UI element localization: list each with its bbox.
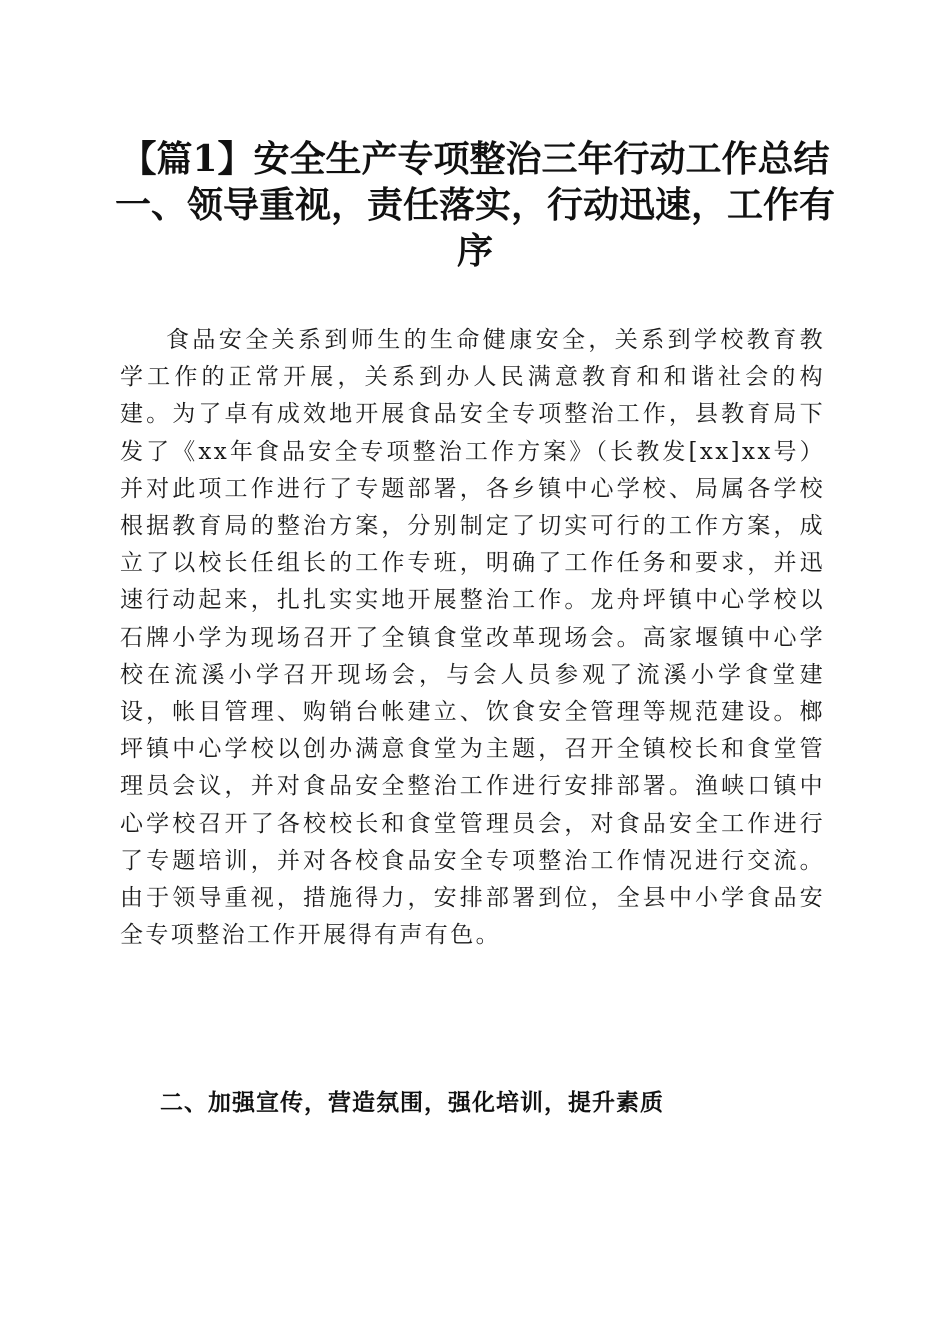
body-paragraph-1: 食品安全关系到师生的生命健康安全，关系到学校教育教学工作的正常开展，关系到办人民满意教育和和谐社会的构建。为了卓有成效地开展食品安全专项整治工作，县教育局下发了《xx年食品安全专项整治工作方案》（长教发[xx]xx号）并对此项工作进行了专题部署，各乡镇中心学校、局属各学校根据教育局的整治方案，分别制定了切实可行的工作方案，成立了以校长任组长的工作专班，明确了工作任务和要求，并迅速行动起来，扎扎实实地开展整治工作。龙舟坪镇中心学校以石牌小学为现场召开了全镇食堂改革现场会。高家堰镇中心学校在流溪小学召开现场会，与会人员参观了流溪小学食堂建设，帐目管理、购销台帐建立、饮食安全管理等规范建设。榔坪镇中心学校以创办满意食堂为主题，召开全镇校长和食堂管理员会议，并对食品安全整治工作进行安排部署。渔峡口镇中心学校召开了各校校长和食堂管理员会，对食品安全工作进行了专题培训，并对各校食品安全专项整治工作情况进行交流。由于领导重视，措施得力，安排部署到位，全县中小学食品安全专项整治工作开展得有声有色。 — [120, 327, 825, 949]
section-heading-2: 二、加强宣传，营造氛围，强化培训，提升素质 — [160, 1090, 664, 1116]
title-line-3: 序 — [456, 230, 493, 272]
title-line-1: 【篇1】安全生产专项整治三年行动工作总结 — [120, 138, 830, 180]
title-line-2: 一、领导重视，责任落实，行动迅速，工作有 — [114, 184, 835, 226]
document-title — [110, 136, 840, 274]
